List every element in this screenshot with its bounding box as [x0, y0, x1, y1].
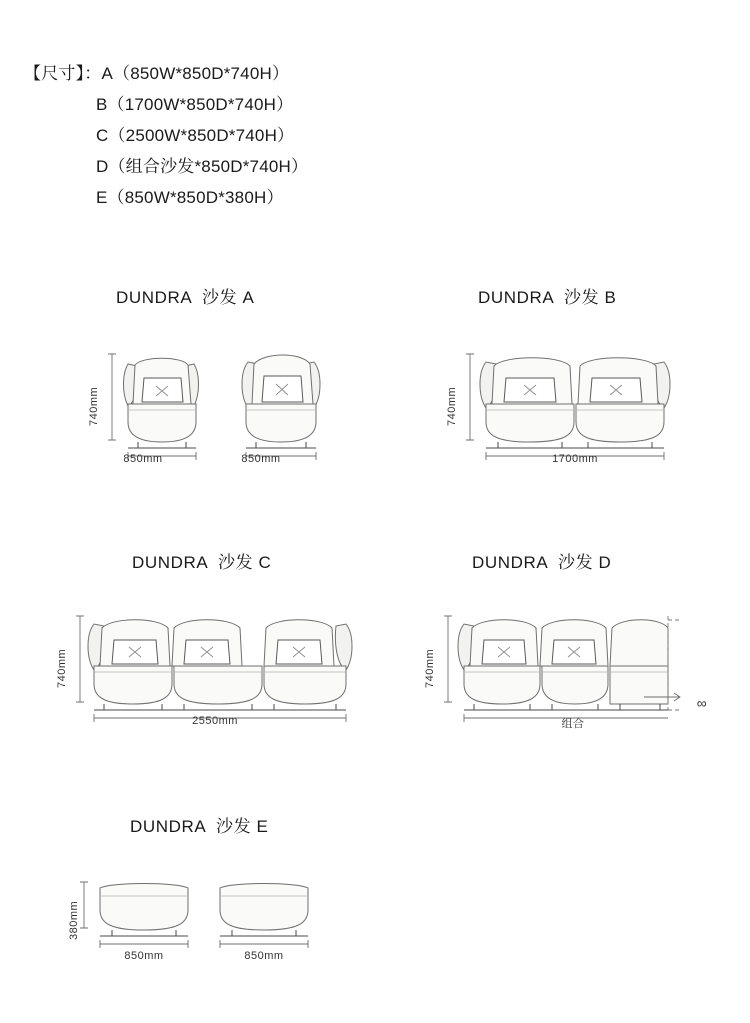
- figure-d-height-dim: 740mm: [424, 648, 436, 688]
- figure-d-width-dim: 组合: [561, 718, 585, 730]
- figure-title-d: DUNDRA 沙发 D: [472, 553, 612, 572]
- figure-b: [450, 340, 700, 470]
- figure-c-drawing: [60, 602, 380, 732]
- spec-value-a: A（850W*850D*740H）: [101, 64, 290, 83]
- figure-a-drawing: [92, 340, 382, 470]
- figure-title-b: DUNDRA 沙发 B: [478, 288, 617, 307]
- figure-c-width-dim: 2550mm: [192, 715, 238, 727]
- figure-a-width-dim-2: 850mm: [241, 453, 281, 465]
- figure-b-height-dim: 740mm: [446, 386, 458, 426]
- spec-heading: 【尺寸】：: [24, 64, 102, 83]
- spec-line-a: [24, 58, 308, 89]
- figure-e-height-dim: 380mm: [68, 900, 80, 940]
- figure-e-width-dim-1: 850mm: [124, 950, 164, 962]
- spec-line-b: B（1700W*850D*740H）: [96, 95, 294, 114]
- figure-b-width-dim: 1700mm: [552, 453, 598, 465]
- dimensions-spec-block: [24, 58, 308, 213]
- figure-d-drawing: [428, 602, 698, 732]
- figure-b-drawing: [450, 340, 700, 470]
- figure-a-width-dim-1: 850mm: [123, 453, 163, 465]
- figure-c: [60, 602, 380, 732]
- figure-title-a: DUNDRA 沙发 A: [116, 288, 255, 307]
- figure-title-e: DUNDRA 沙发 E: [130, 817, 269, 836]
- figure-title-c: DUNDRA 沙发 C: [132, 553, 272, 572]
- spec-line-c: C（2500W*850D*740H）: [96, 126, 295, 145]
- figure-e-width-dim-2: 850mm: [244, 950, 284, 962]
- figure-d: [428, 602, 698, 732]
- spec-line-e: E（850W*850D*380H）: [96, 188, 284, 207]
- figure-a-height-dim: 740mm: [88, 386, 100, 426]
- figure-c-height-dim: 740mm: [56, 648, 68, 688]
- spec-line-d: D（组合沙发*850D*740H）: [96, 157, 309, 176]
- figure-a: [92, 340, 382, 470]
- figure-d-infinity-label: ∞: [696, 695, 708, 711]
